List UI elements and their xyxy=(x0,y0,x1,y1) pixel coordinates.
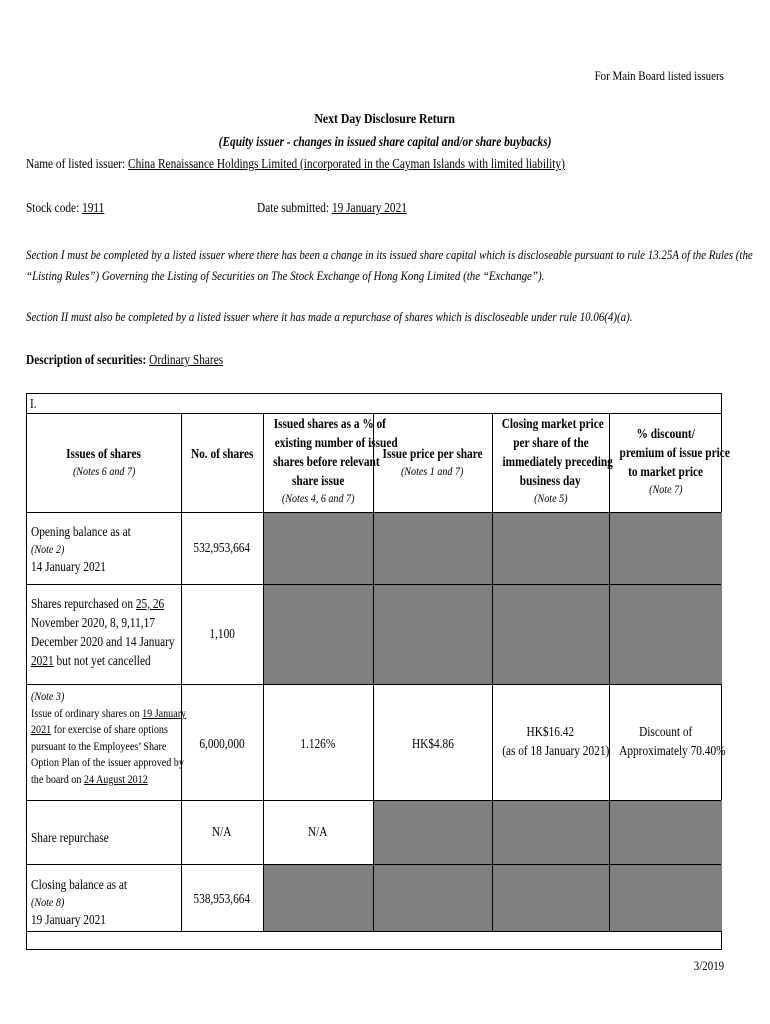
row-closing-label: Closing balance as at (Note 8) 19 January 2021 xyxy=(31,877,128,927)
shade-buyback-price xyxy=(373,800,492,864)
shade-buyback-disc xyxy=(609,800,722,864)
section2-instruction: Section II must also be completed by a listed issuer where it has made a repurchase of shares which is discloseable under rule 10.06(4)(a). xyxy=(26,309,633,324)
page-number: 3/2019 xyxy=(693,958,724,973)
rule-row4-bottom xyxy=(27,864,721,865)
row-buyback-pct: N/A xyxy=(308,824,328,839)
shade-repurch-disc xyxy=(609,584,722,684)
header-discount: % discount/ premium of issue price to market price (Note 7) xyxy=(619,426,730,496)
header-price: Issue price per share (Notes 1 and 7) xyxy=(382,446,483,478)
row-opening-shares: 532,953,664 xyxy=(193,540,251,555)
section1-instruction: Section I must be completed by a listed issuer where there has been a change in its issued share capital which is discloseable pursuant to rule 13.25A of the Rules (the “Listing Rules”) Governing the Listing of Securities on The Stock Exchange of Hong Kong Limited (the “Exchange”). xyxy=(26,247,753,283)
header-pct: Issued shares as a % of existing number of issued shares before relevant share issue (Notes 4, 6 and 7) xyxy=(273,416,398,505)
shade-opening-price xyxy=(373,512,492,584)
row-buyback-shares: N/A xyxy=(212,824,232,839)
section-label: I. xyxy=(30,396,37,411)
rule-col3 xyxy=(373,413,374,931)
shade-repurch-price xyxy=(373,584,492,684)
issuer-name-value: China Renaissance Holdings Limited (incorporated in the Cayman Islands with limited liability) xyxy=(128,156,565,171)
shade-closing-pct xyxy=(263,864,373,931)
issuer-name-line: Name of listed issuer: China Renaissance Holdings Limited (incorporated in the Cayman Islands with limited liability) xyxy=(26,156,565,171)
row-issue-pct: 1.126% xyxy=(300,736,336,751)
shade-repurch-pct xyxy=(263,584,373,684)
rule-header-bottom xyxy=(27,512,721,513)
rule-row2-bottom xyxy=(27,684,721,685)
date-submitted-line: Date submitted: 19 January 2021 xyxy=(257,200,407,215)
row-closing-shares: 538,953,664 xyxy=(193,891,251,906)
row-issue-price: HK$4.86 xyxy=(411,736,454,751)
row-issue-closing: HK$16.42 (as of 18 January 2021) xyxy=(502,724,610,758)
row-issue-label: (Note 3) Issue of ordinary shares on 19 January 2021 for exercise of share options pursuant to the Employees’ Share Option Plan of the issuer approved by the board on 24 August 2012 xyxy=(31,689,187,786)
page-title: Next Day Disclosure Return xyxy=(314,112,456,127)
header-closing-price: Closing market price per share of the immediately preceding business day (Note 5) xyxy=(501,416,613,505)
rule-col1 xyxy=(181,413,182,931)
shade-opening-close xyxy=(492,512,609,584)
stock-code-value: 1911 xyxy=(82,200,105,215)
shade-closing-price xyxy=(373,864,492,931)
page-subtitle: (Equity issuer - changes in issued share capital and/or share buybacks) xyxy=(218,134,552,149)
shade-closing-disc xyxy=(609,864,722,931)
shade-closing-close xyxy=(492,864,609,931)
header-issues: Issues of shares (Notes 6 and 7) xyxy=(66,446,142,478)
securities-description-value: Ordinary Shares xyxy=(149,352,224,367)
row-buyback-label: Share repurchase xyxy=(31,830,109,845)
row-issue-shares: 6,000,000 xyxy=(199,736,245,751)
row-opening-label: Opening balance as at (Note 2) 14 January 2021 xyxy=(31,524,131,574)
board-note: For Main Board listed issuers xyxy=(594,68,724,83)
rule-row1-bottom xyxy=(27,584,721,585)
date-submitted-value: 19 January 2021 xyxy=(331,200,407,215)
shade-opening-disc xyxy=(609,512,722,584)
shade-buyback-close xyxy=(492,800,609,864)
stock-code-line: Stock code: 1911 xyxy=(26,200,105,215)
row-issue-discount: Discount of Approximately 70.40% xyxy=(619,724,726,758)
shade-repurch-close xyxy=(492,584,609,684)
shade-opening-pct xyxy=(263,512,373,584)
row-repurchased-label: Shares repurchased on 25, 26 November 2020, 8, 9,11,17 December 2020 and 14 January 2021 but not yet cancelled xyxy=(31,596,175,668)
header-no-shares: No. of shares xyxy=(190,446,254,461)
share-capital-table xyxy=(26,393,730,950)
rule-row3-bottom xyxy=(27,800,721,801)
row-repurchased-shares: 1,100 xyxy=(209,626,235,641)
rule-row5-bottom xyxy=(27,931,721,932)
securities-description: Description of securities: Ordinary Shares xyxy=(26,352,224,367)
